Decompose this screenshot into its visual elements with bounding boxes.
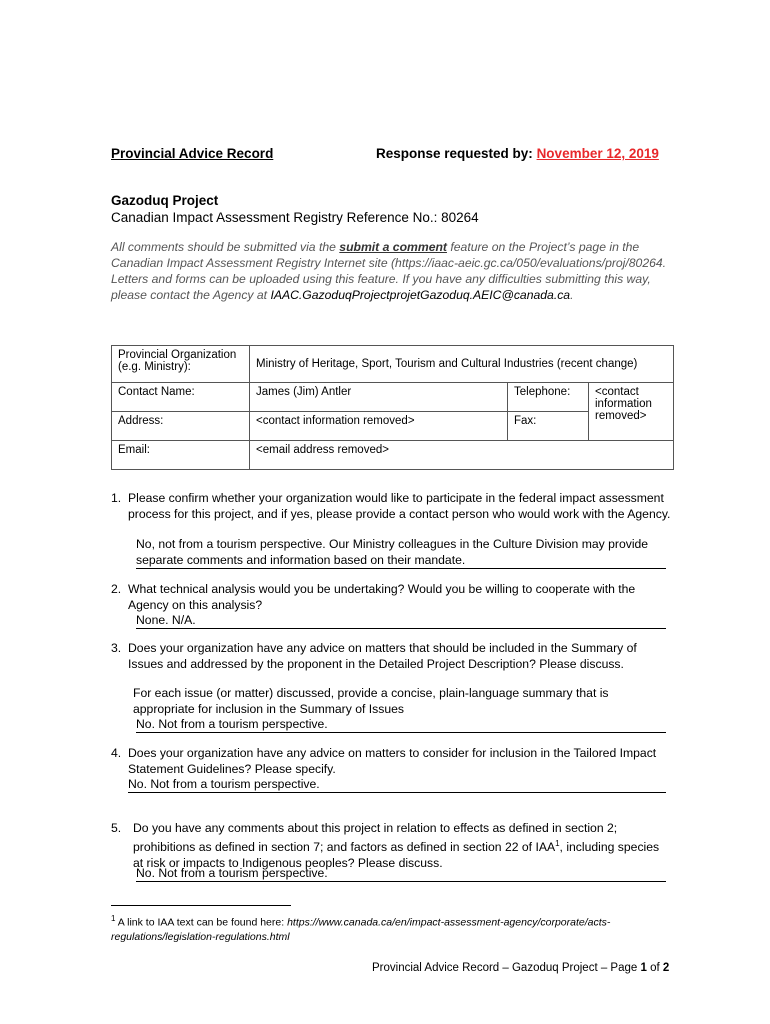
question-text [133, 820, 671, 871]
question-text: Please confirm whether your organization would like to participate in the federal impact assessment process for this project, and if yes, please provide a contact person who would work with the Agency. [128, 491, 671, 521]
intro-text-2: feature on the Project’s page in the Canadian Impact Assessment Registry Internet site (https://iaac-aeic.gc.ca/050/evaluations/proj/80264. Letters and forms can be uploaded using this feature. If you have any difficulties submitting this way, please contact the Agency at [111, 240, 667, 302]
question-1 [111, 490, 671, 522]
answer-4: No. Not from a tourism perspective. [128, 776, 666, 793]
question-3 [111, 640, 671, 672]
answer-1: No, not from a tourism perspective. Our Ministry colleagues in the Culture Division may provide separate comments and information based on their mandate. [136, 536, 666, 569]
page-footer [372, 962, 669, 974]
question-number: 3. [111, 641, 122, 655]
org-value: Ministry of Heritage, Sport, Tourism and Cultural Industries (recent change) [250, 346, 674, 383]
question-text: What technical analysis would you be undertaking? Would you be willing to cooperate with the Agency on this analysis? [128, 582, 636, 612]
agency-email-link[interactable]: IAAC.GazoduqProjectprojetGazoduq.AEIC@canada.ca [270, 288, 571, 302]
response-date: November 12, 2019 [536, 146, 659, 161]
question-text-part: Do you have any comments about this project in relation to effects as defined in section 2; prohibitions as defined in section 7; and factors as defined in section 22 of IAA [133, 821, 618, 855]
submission-instructions [111, 239, 667, 303]
question-text: Does your organization have any advice on matters that should be included in the Summary of Issues and addressed by the proponent in the Detailed Project Description? Please discuss. [128, 641, 637, 671]
response-label: Response requested by: [376, 146, 533, 161]
footer-text: Provincial Advice Record – Gazoduq Project – Page [372, 962, 641, 974]
question-text-part: , including species at risk or impacts to Indigenous peoples? Please discuss. [133, 840, 660, 871]
telephone-label: Telephone: [508, 383, 589, 412]
iaa-link[interactable]: https://www.canada.ca/en/impact-assessment-agency/corporate/acts-regulations/legislation-regulations.html [111, 916, 611, 943]
question-number: 4. [111, 746, 122, 760]
answer-3: No. Not from a tourism perspective. [136, 716, 666, 733]
submit-comment-link[interactable]: submit a comment [339, 240, 447, 254]
email-label: Email: [112, 441, 250, 470]
contact-value: James (Jim) Antler [250, 383, 508, 412]
project-name: Gazoduq Project [111, 193, 219, 208]
question-number: 5. [111, 821, 122, 835]
answer-2: None. N/A. [136, 612, 666, 629]
phone-fax-value: <contact information removed> [589, 383, 674, 441]
question-text: Does your organization have any advice on matters to consider for inclusion in the Tailored Impact Statement Guidelines? Please specify. [128, 746, 657, 776]
org-label: Provincial Organization (e.g. Ministry): [112, 346, 250, 383]
footnote-ref[interactable]: 1 [555, 839, 560, 848]
question-2 [111, 581, 671, 613]
question-number: 2. [111, 582, 122, 596]
footer-of: of [646, 962, 663, 974]
address-label: Address: [112, 412, 250, 441]
intro-end: . [570, 288, 574, 302]
question-3-subtext: For each issue (or matter) discussed, provide a concise, plain-language summary that is appropriate for inclusion in the Summary of Issues [133, 686, 609, 716]
footnote-mark: 1 [111, 914, 116, 923]
answer-5: No. Not from a tourism perspective. [136, 865, 666, 882]
footnote-divider [111, 905, 291, 906]
document-title: Provincial Advice Record [111, 146, 274, 161]
page-number: 1 [640, 962, 647, 974]
question-4 [111, 745, 671, 777]
footnote-text: A link to IAA text can be found here: [115, 916, 288, 929]
footnote [111, 912, 671, 944]
registry-reference: Canadian Impact Assessment Registry Reference No.: 80264 [111, 210, 479, 225]
page-total: 2 [662, 962, 670, 974]
question-5 [111, 820, 671, 871]
contact-label: Contact Name: [112, 383, 250, 412]
organization-info-table [111, 345, 674, 470]
response-requested [376, 146, 659, 161]
address-value: <contact information removed> [250, 412, 508, 441]
email-value: <email address removed> [250, 441, 674, 470]
question-number: 1. [111, 491, 122, 505]
intro-text: All comments should be submitted via the [111, 240, 340, 254]
fax-label: Fax: [508, 412, 589, 441]
